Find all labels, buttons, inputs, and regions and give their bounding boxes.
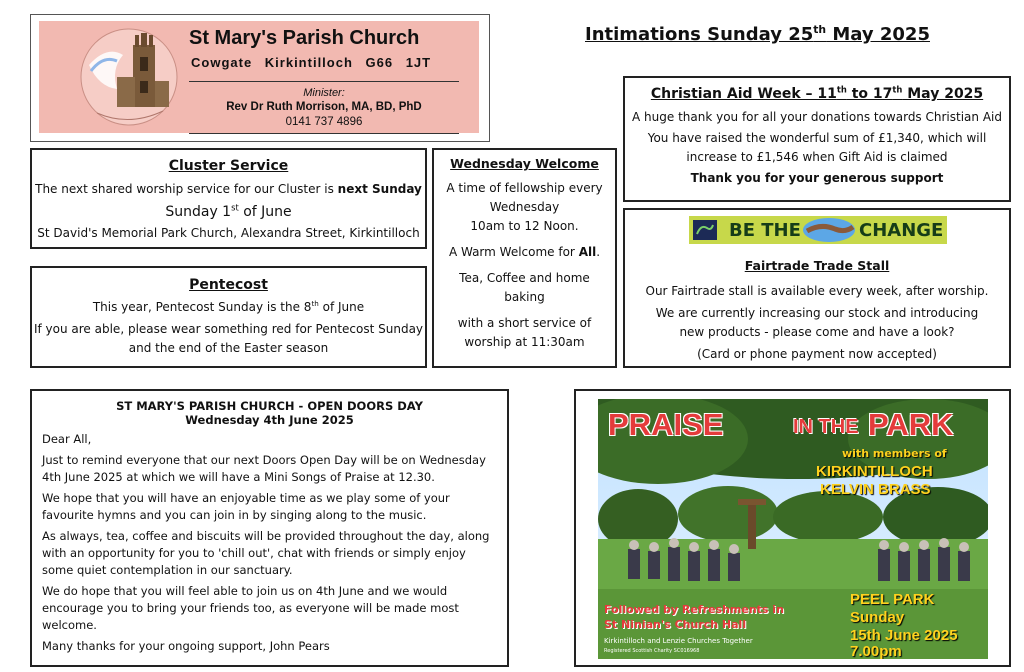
- pentecost-notice: [30, 266, 427, 368]
- wednesday-line: Tea, Coffee and home baking: [459, 271, 590, 304]
- fairtrade-title: Fairtrade Trade Stall: [744, 258, 890, 273]
- fairtrade-line: We are currently increasing our stock and introducing new products - please come and have a look?: [655, 306, 979, 339]
- church-name: St Mary's Parish Church: [189, 27, 420, 49]
- wednesday-title: Wednesday Welcome: [450, 156, 599, 171]
- be-the-change-banner: [689, 216, 947, 244]
- charity-number: Registered Scottish Charity SC016968: [604, 648, 700, 654]
- greeting: Dear All,: [42, 432, 92, 446]
- wednesday-welcome-notice: [432, 148, 617, 368]
- divider: [189, 133, 459, 134]
- open-doors-title: ST MARY'S PARISH CHURCH - OPEN DOORS DAY: [116, 399, 423, 413]
- event-date: 15th June 2025: [850, 627, 958, 644]
- event-day: Sunday: [850, 609, 905, 626]
- event-venue: PEEL PARK: [850, 591, 935, 608]
- cluster-title: Cluster Service: [168, 158, 289, 174]
- open-doors-day-notice: [30, 389, 509, 667]
- christian-aid-title: Christian Aid Week – 11th to 17th May 2025: [650, 84, 984, 102]
- paragraph: We hope that you will have an enjoyable time as we play some of your favourite hymns and you can join in by singing along to the music.: [42, 491, 450, 522]
- globe-hands-icon: [801, 217, 857, 243]
- pentecost-date: This year, Pentecost Sunday is the 8th of June: [92, 299, 365, 314]
- organiser-text: Kirkintilloch and Lenzie Churches Together: [604, 637, 753, 645]
- church-header: [30, 14, 490, 142]
- paragraph: As always, tea, coffee and biscuits will be provided throughout the day, along with an opportunity for you to 'chill out', chat with friends or simply enjoy some quiet contemplation in our sanctuary.: [42, 529, 490, 577]
- pentecost-title: Pentecost: [189, 277, 268, 293]
- fairtrade-payment: (Card or phone payment now accepted): [697, 347, 937, 361]
- divider: [189, 81, 459, 82]
- refreshments-text: Followed by Refreshments in: [604, 603, 784, 616]
- refreshments-venue: St Ninian's Church Hall: [604, 618, 747, 631]
- fairtrade-line: Our Fairtrade stall is available every week, after worship.: [645, 284, 989, 298]
- cluster-date: Sunday 1st of June: [165, 202, 292, 220]
- christian-aid-thanks: Thank you for your generous support: [690, 171, 944, 185]
- banner-text: CHANGE: [859, 220, 944, 241]
- wednesday-welcome: A Warm Welcome for All.: [448, 245, 601, 259]
- minister-name: Rev Dr Ruth Morrison, MA, BD, PhD: [226, 101, 422, 113]
- wednesday-hours: 10am to 12 Noon.: [470, 219, 579, 233]
- page-title: Intimations Sunday 25th May 2025: [585, 23, 930, 45]
- church-header-banner: [39, 21, 479, 133]
- sign-off: Many thanks for your ongoing support, John Pears: [42, 639, 330, 653]
- wednesday-line: A time of fellowship every Wednesday: [446, 181, 603, 214]
- fairtrade-logo-icon: [693, 220, 717, 240]
- poster-title: PARK: [868, 407, 954, 442]
- minister-label: Minister:: [303, 87, 345, 99]
- christian-aid-notice: [623, 76, 1011, 202]
- poster-subtitle: with members of: [842, 447, 947, 460]
- band-name: KELVIN BRASS: [820, 481, 931, 498]
- open-doors-date: Wednesday 4th June 2025: [185, 413, 354, 427]
- phone-number: 0141 737 4896: [285, 116, 363, 128]
- fairtrade-notice: [623, 208, 1011, 368]
- pentecost-line: If you are able, please wear something red for Pentecost Sunday: [33, 322, 424, 336]
- church-address: Cowgate Kirkintilloch G66 1JT: [191, 55, 432, 70]
- banner-text: BE THE: [729, 220, 801, 241]
- cluster-service-notice: [30, 148, 427, 249]
- praise-in-the-park-notice: [574, 389, 1011, 667]
- christian-aid-line: A huge thank you for all your donations towards Christian Aid: [632, 110, 1002, 124]
- pentecost-line: and the end of the Easter season: [128, 341, 329, 355]
- christian-aid-line: You have raised the wonderful sum of £1,340, which will increase to £1,546 when Gift Aid is claimed: [647, 131, 987, 164]
- event-time: 7.00pm: [850, 643, 902, 659]
- church-tower-icon: [77, 25, 181, 129]
- paragraph: We do hope that you will feel able to join us on 4th June and we would encourage you to bring your friends too, as everyone will be made most welcome.: [42, 584, 459, 632]
- wednesday-line: with a short service of worship at 11:30am: [457, 316, 592, 349]
- praise-in-the-park-poster: [598, 399, 988, 659]
- poster-title: IN THE: [793, 416, 859, 438]
- band-name: KIRKINTILLOCH: [816, 463, 933, 480]
- cluster-line: The next shared worship service for our Cluster is next Sunday: [35, 182, 422, 196]
- paragraph: Just to remind everyone that our next Doors Open Day will be on Wednesday 4th June 2025 at which we will have a Mini Songs of Praise at 12.30.: [42, 453, 486, 484]
- cluster-location: St David's Memorial Park Church, Alexandra Street, Kirkintilloch: [37, 226, 420, 240]
- poster-title: PRAISE: [608, 407, 724, 442]
